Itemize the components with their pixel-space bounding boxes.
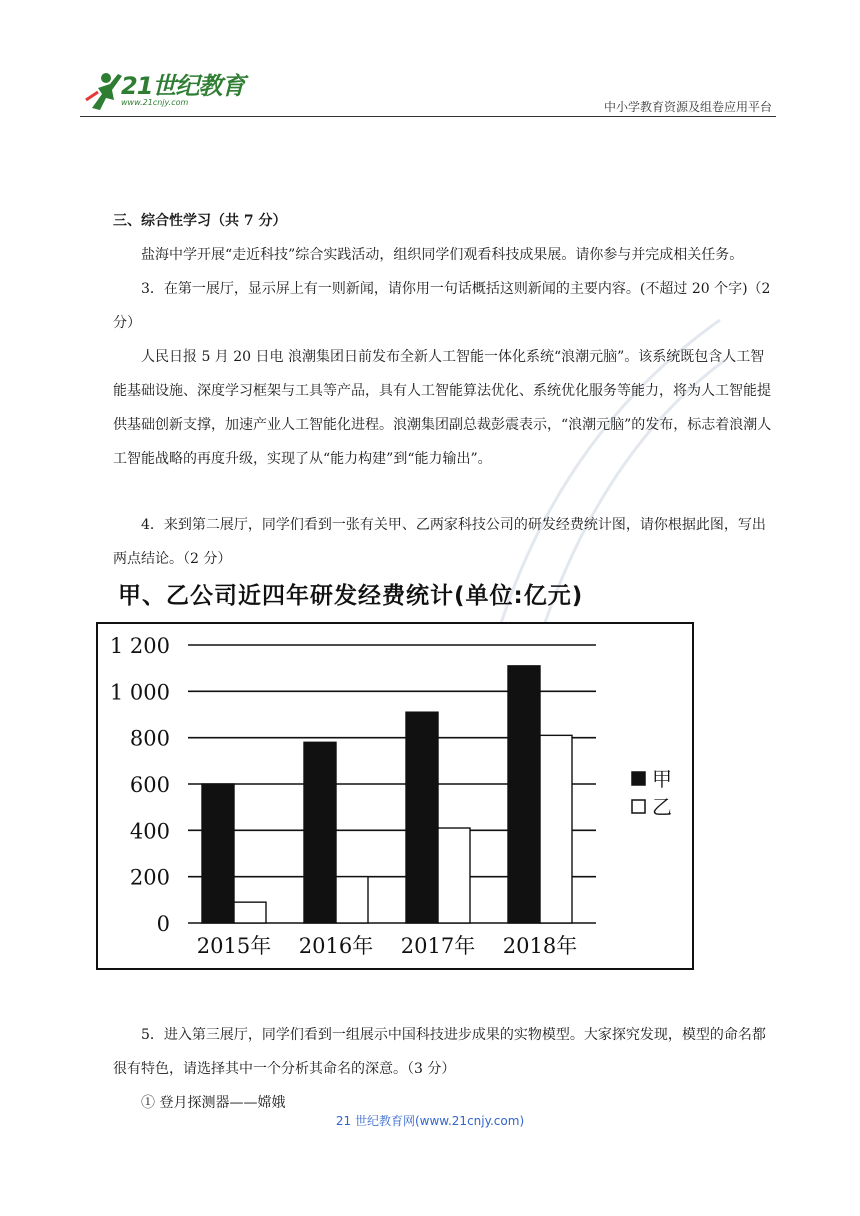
logo-text: 21世纪教育 bbox=[121, 72, 245, 100]
x-tick-label: 2017年 bbox=[400, 934, 476, 958]
footer-site: 21 世纪教育网(www.21cnjy.com) bbox=[335, 1114, 525, 1128]
y-tick-label: 1 200 bbox=[109, 634, 170, 658]
question-4-prompt: 4．来到第二展厅，同学们看到一张有关甲、乙两家科技公司的研发经费统计图，请你根据此图，写出两点结论。（2 分） bbox=[113, 517, 766, 567]
x-tick-label: 2016年 bbox=[298, 934, 374, 958]
legend-label: 乙 bbox=[652, 795, 672, 819]
site-logo bbox=[84, 70, 254, 112]
y-tick-label: 1 000 bbox=[109, 680, 170, 705]
bar-yi bbox=[540, 735, 572, 923]
question-5-item-1: ① 登月探测器——嫦娥 bbox=[141, 1095, 286, 1111]
logo-url: www.21cnjy.com bbox=[121, 98, 189, 107]
bar-jia bbox=[304, 742, 336, 923]
y-tick-label: 800 bbox=[129, 726, 170, 751]
x-tick-label: 2015年 bbox=[196, 934, 272, 958]
y-tick-label: 200 bbox=[129, 865, 170, 890]
legend-swatch bbox=[632, 772, 645, 785]
question-5-prompt: 5．进入第三展厅，同学们看到一组展示中国科技进步成果的实物模型。大家探究发现，模型的命名都很有特色，请选择其中一个分析其命名的深意。（3 分） bbox=[113, 1027, 766, 1077]
section-intro: 盐海中学开展“走近科技”综合实践活动，组织同学们观看科技成果展。请你参与并完成相关任务。 bbox=[141, 247, 744, 263]
y-tick-label: 600 bbox=[129, 773, 170, 797]
rd-funding-bar-chart bbox=[96, 622, 694, 970]
y-tick-label: 0 bbox=[156, 912, 170, 936]
bar-jia bbox=[406, 712, 438, 923]
chart-frame bbox=[97, 623, 693, 969]
bar-yi bbox=[438, 828, 470, 923]
bar-jia bbox=[508, 666, 540, 923]
header-divider bbox=[80, 116, 776, 117]
header-platform-name: 中小学教育资源及组卷应用平台 bbox=[603, 100, 772, 114]
legend-swatch bbox=[632, 800, 645, 813]
news-passage: 人民日报 5 月 20 日电 浪潮集团日前发布全新人工智能一体化系统“浪潮元脑”。该系统既包含人工智能基础设施、深度学习框架与工具等产品，具有人工智能算法优化、系统优化服务等能力，将为人工智能提供基础创新支撑，加速产业人工智能化进程。浪潮集团副总裁彭震表示，“浪潮元脑”的发布，标志着浪潮人工智能战略的再度升级，实现了从“能力构建”到“能力输出”。 bbox=[113, 349, 772, 467]
bar-yi bbox=[234, 902, 266, 923]
bar-jia bbox=[202, 784, 234, 923]
section-title: 三、综合性学习（共 7 分） bbox=[113, 213, 287, 229]
chart-title: 甲、乙公司近四年研发经费统计(单位:亿元) bbox=[118, 583, 584, 609]
x-tick-label: 2018年 bbox=[502, 934, 578, 958]
bar-yi bbox=[336, 877, 368, 923]
question-3-prompt: 3．在第一展厅，显示屏上有一则新闻，请你用一句话概括这则新闻的主要内容。(不超过 20 个字)（2 分） bbox=[113, 281, 771, 331]
legend-label: 甲 bbox=[652, 767, 672, 791]
y-tick-label: 400 bbox=[129, 819, 170, 844]
runner-logo-icon bbox=[84, 70, 124, 112]
